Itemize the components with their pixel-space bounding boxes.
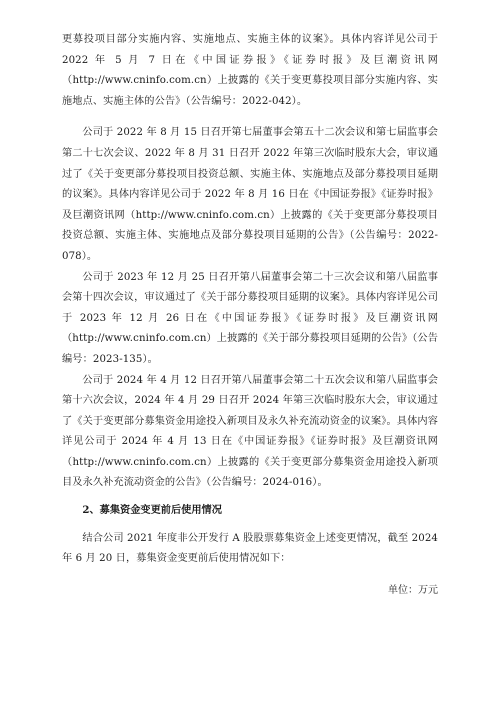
paragraph-2023-december: 公司于 2023 年 12 月 25 日召开第八届董事会第二十三次会议和第八届监事会第十四次会议，审议通过了《关于部分募投项目延期的议案》。具体内容详见公司于 2023 年 12 月 26 日在《中国证券报》《证券时报》及巨潮资讯网（http://www.cninfo.com.cn）上披露的《关于部分募投项目延期的公告》（公告编号：2023-135）。 [62, 271, 439, 365]
section-heading: 2、募集资金变更前后使用情况 [82, 504, 222, 517]
document-page [62, 0, 438, 601]
unit-label: 单位：万元 [388, 584, 438, 596]
summary-paragraph: 结合公司 2021 年度非公开发行 A 股股票募集资金上述变更情况，截至 2024 年 6 月 20 日，募集资金变更前后使用情况如下： [62, 532, 438, 565]
paragraph-2024-april: 公司于 2024 年 4 月 12 日召开第八届董事会第二十五次会议和第八届监事会第十六次会议，2024 年 4 月 29 日召开 2024 年第三次临时股东大会，审议通过了《关于变更部分募集资金用途投入新项目及永久补充流动资金的议案》。具体内容详见公司于 2024 年 4 月 13 日在《中国证券报》《证券时报》及巨潮资讯网（http://www.cninfo.com.cn）上披露的《关于变更部分募集资金用途投入新项目及永久补充流动资金的公告》（公告编号：2024-016）。 [62, 374, 438, 489]
paragraph-2022-august: 公司于 2022 年 8 月 15 日召开第七届董事会第五十二次会议和第七届监事会第二十七次会议、2022 年 8 月 31 日召开 2022 年第三次临时股东大会，审议通过了《关于变更部分募投项目投资总额、实施主体、实施地点及部分募投项目延期的议案》。具体内容详见公司于 2022 年 8 月 16 日在《中国证券报》《证券时报》及巨潮资讯网（http://www.cninfo.com.cn）上披露的《关于变更部分募投项目投资总额、实施主体、实施地点及部分募投项目延期的公告》（公告编号：2022-078）。 [62, 127, 438, 262]
paragraph-continuation: 更募投项目部分实施内容、实施地点、实施主体的议案》。具体内容详见公司于 2022 年 5 月 7 日在《中国证券报》《证券时报》及巨潮资讯网（http://www.cninfo.com.cn）上披露的《关于变更募投项目部分实施内容、实施地点、实施主体的公告》（公告编号：2022-042）。 [62, 34, 438, 107]
